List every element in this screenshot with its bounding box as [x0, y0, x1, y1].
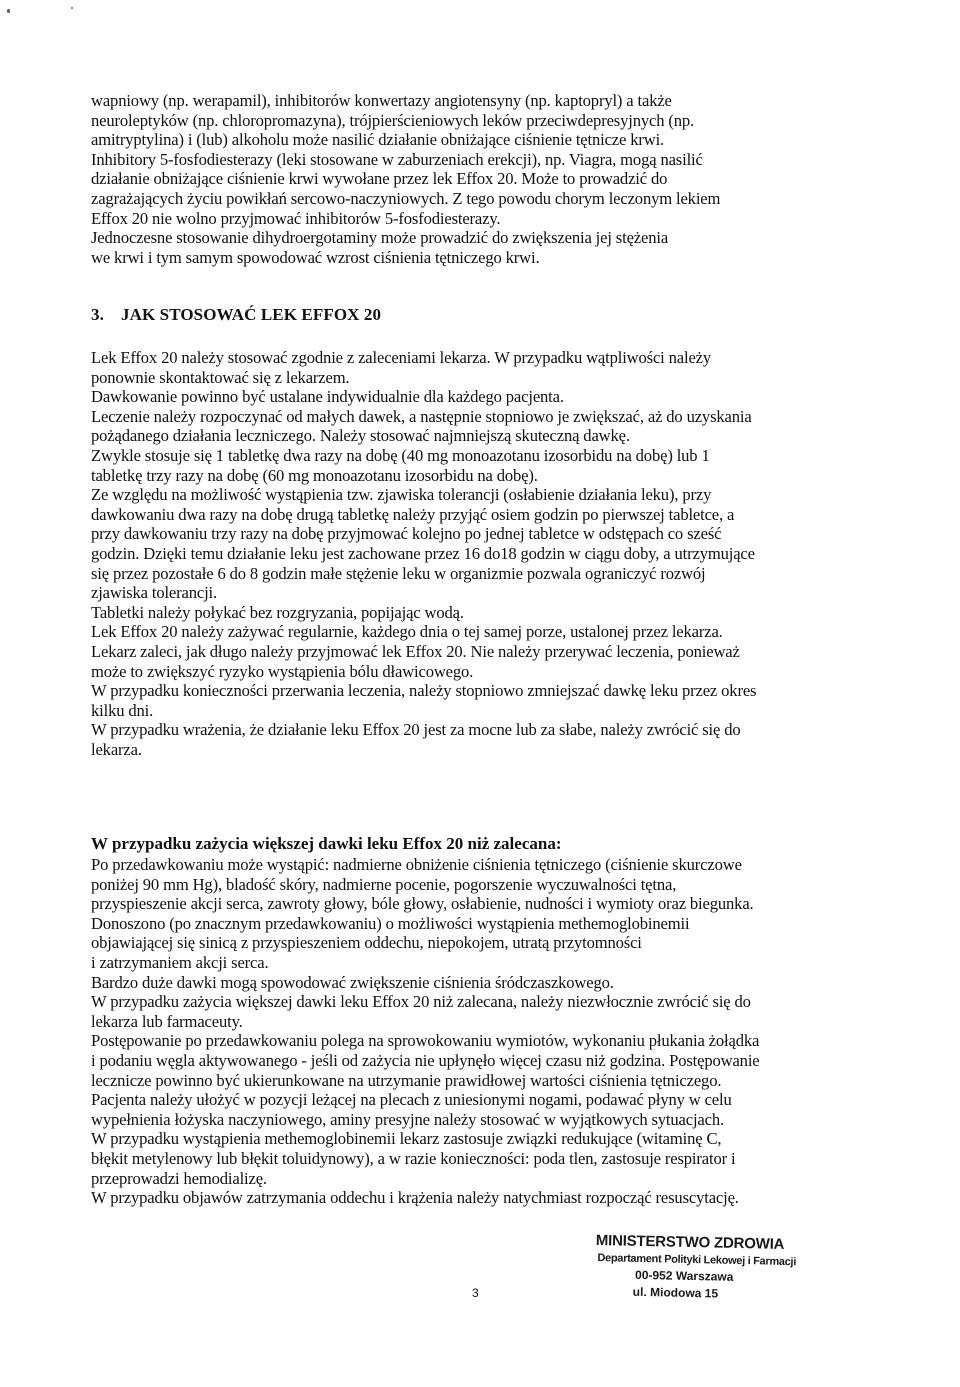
text-line: amitryptylina) i (lub) alkoholu może nasilić działanie obniżające ciśnienie tętnicze krwi. — [91, 130, 665, 150]
text-line: Effox 20 nie wolno przyjmować inhibitorów 5-fosfodiesterazy. — [91, 208, 501, 228]
stamp-line-ministry: MINISTERSTWO ZDROWIA — [595, 1232, 785, 1253]
stamp-line-postcode: 00-952 Warszawa — [634, 1267, 734, 1284]
text-line: Ze względu na możliwość wystąpienia tzw. zjawiska tolerancji (osłabienie działania leku), przy — [91, 485, 712, 505]
text-line: wypełnienia łożyska naczyniowego, aminy presyjne należy stosować w wyjątkowych sytuacjach. — [91, 1109, 724, 1129]
text-line: objawiającej się sinicą z przyspieszeniem oddechu, niepokojem, utratą przytomności — [91, 933, 642, 953]
section-3-body — [91, 348, 881, 759]
text-line: ponownie skontaktować się z lekarzem. — [91, 367, 350, 387]
text-line: przy dawkowaniu trzy razy na dobę przyjmować kolejno po jednej tabletce w odstępach co sześć — [91, 524, 722, 544]
text-line: W przypadku wystąpienia methemoglobinemii lekarz zastosuje związki redukujące (witaminę C, — [91, 1129, 722, 1149]
overdose-heading: W przypadku zażycia większej dawki leku Effox 20 niż zalecana: — [91, 834, 562, 853]
intro-paragraphs — [91, 91, 881, 267]
text-line: neuroleptyków (np. chloropromazyna), trójpierścieniowych leków przeciwdepresyjnych (np. — [91, 110, 695, 130]
scan-speck — [7, 9, 10, 13]
text-line: Postępowanie po przedawkowaniu polega na sprowokowaniu wymiotów, wykonaniu płukania żołądka — [91, 1031, 760, 1051]
text-line: poniżej 90 mm Hg), bladość skóry, nadmierne pocenie, pogorszenie wyczuwalności tętna, — [91, 874, 677, 894]
text-line: Donoszono (po znacznym przedawkowaniu) o możliwości wystąpienia methemoglobinemii — [91, 913, 690, 933]
stamp-line-department: Departament Polityki Lekowej i Farmacji — [597, 1252, 797, 1269]
text-line: Leczenie należy rozpoczynać od małych dawek, a następnie stopniowo je zwiększać, aż do uzyskania — [91, 406, 752, 426]
text-line: Bardzo duże dawki mogą spowodować zwiększenie ciśnienia śródczaszkowego. — [91, 972, 614, 992]
text-line: się przez pozostałe 6 do 8 godzin małe stężenie leku w organizmie pozwala ograniczyć rozwój — [91, 563, 706, 583]
text-line: Lek Effox 20 należy stosować zgodnie z zaleceniami lekarza. W przypadku wątpliwości należy — [91, 348, 712, 367]
text-line: Jednoczesne stosowanie dihydroergotaminy może prowadzić do zwiększenia jej stężenia — [91, 228, 669, 248]
text-line: Tabletki należy połykać bez rozgryzania, popijając wodą. — [91, 602, 464, 622]
text-line: przeprowadzi hemodializę. — [91, 1168, 267, 1188]
text-line: W przypadku wrażenia, że działanie leku Effox 20 jest za mocne lub za słabe, należy zwrócić się do — [91, 720, 741, 740]
page-number: 3 — [472, 1286, 479, 1300]
text-line: lekarza. — [91, 739, 142, 759]
text-line: lecznicze powinno być ukierunkowane na utrzymanie prawidłowej wartości ciśnienia tętniczego. — [91, 1070, 722, 1090]
text-line: wapniowy (np. werapamil), inhibitorów konwertazy angiotensyny (np. kaptopryl) a także — [91, 91, 672, 110]
text-line: działanie obniżające ciśnienie krwi wywołane przez lek Effox 20. Może to prowadzić do — [91, 169, 668, 189]
scan-speck — [71, 7, 73, 9]
text-line: kilku dni. — [91, 700, 154, 720]
overdose-body — [91, 855, 881, 1208]
text-line: lekarza lub farmaceuty. — [91, 1011, 243, 1031]
text-line: Lek Effox 20 należy zażywać regularnie, każdego dnia o tej samej porze, ustalonej przez lekarza. — [91, 622, 723, 642]
text-line: W przypadku objawów zatrzymania oddechu i krążenia należy natychmiast rozpocząć resuscytację. — [91, 1188, 739, 1208]
text-line: W przypadku zażycia większej dawki leku Effox 20 niż zalecana, należy niezwłocznie zwrócić się do — [91, 992, 751, 1012]
text-line: tabletkę trzy razy na dobę (60 mg monoazotanu izosorbidu na dobę). — [91, 465, 538, 485]
text-line: dawkowaniu dwa razy na dobę drugą tabletkę należy przyjąć osiem godzin po pierwszej tabletce, a — [91, 504, 735, 524]
text-line: i zatrzymaniem akcji serca. — [91, 952, 269, 972]
text-line: we krwi i tym samym spowodować wzrost ciśnienia tętniczego krwi. — [91, 247, 540, 267]
text-line: i podaniu węgla aktywowanego - jeśli od zażycia nie upłynęło więcej czasu niż godzina. Postępowanie — [91, 1050, 760, 1070]
section-heading — [91, 305, 381, 325]
text-line: Zwykle stosuje się 1 tabletkę dwa razy na dobę (40 mg monoazotanu izosorbidu na dobę) lub 1 — [91, 445, 710, 465]
text-line: Dawkowanie powinno być ustalane indywidualnie dla każdego pacjenta. — [91, 387, 564, 407]
text-line: przyspieszenie akcji serca, zawroty głowy, bóle głowy, osłabienie, nudności i wymioty oraz biegunka. — [91, 894, 754, 914]
text-line: W przypadku konieczności przerwania leczenia, należy stopniowo zmniejszać dawkę leku przez okres — [91, 681, 757, 701]
text-line: Lekarz zaleci, jak długo należy przyjmować lek Effox 20. Nie należy przerywać leczenia, ponieważ — [91, 641, 740, 661]
text-line: Po przedawkowaniu może wystąpić: nadmierne obniżenie ciśnienia tętniczego (ciśnienie skurczowe — [91, 855, 742, 874]
text-line: zjawiska tolerancji. — [91, 583, 218, 603]
text-line: błękit metylenowy lub błękit toluidynowy), a w razie konieczności: poda tlen, zastosuje respirator i — [91, 1148, 736, 1168]
ministry-stamp — [595, 1232, 836, 1303]
text-line: Pacjenta należy ułożyć w pozycji leżącej na plecach z uniesionymi nogami, podawać płyny w celu — [91, 1090, 732, 1110]
text-line: Inhibitory 5-fosfodiesterazy (leki stosowane w zaburzeniach erekcji), np. Viagra, mogą nasilić — [91, 149, 703, 169]
section-number: 3. — [91, 305, 104, 324]
section-title: JAK STOSOWAĆ LEK EFFOX 20 — [121, 305, 382, 324]
stamp-line-street: ul. Miodowa 15 — [632, 1284, 719, 1301]
text-line: może to zwiększyć ryzyko wystąpienia bólu dławicowego. — [91, 661, 474, 681]
text-line: pożądanego działania leczniczego. Należy stosować najmniejszą skuteczną dawkę. — [91, 426, 630, 446]
text-line: godzin. Dzięki temu działanie leku jest zachowane przez 16 do18 godzin w ciągu doby, a utrzymujące — [91, 543, 755, 563]
text-line: zagrażających życiu powikłań sercowo-naczyniowych. Z tego powodu chorym leczonym lekiem — [91, 188, 721, 208]
